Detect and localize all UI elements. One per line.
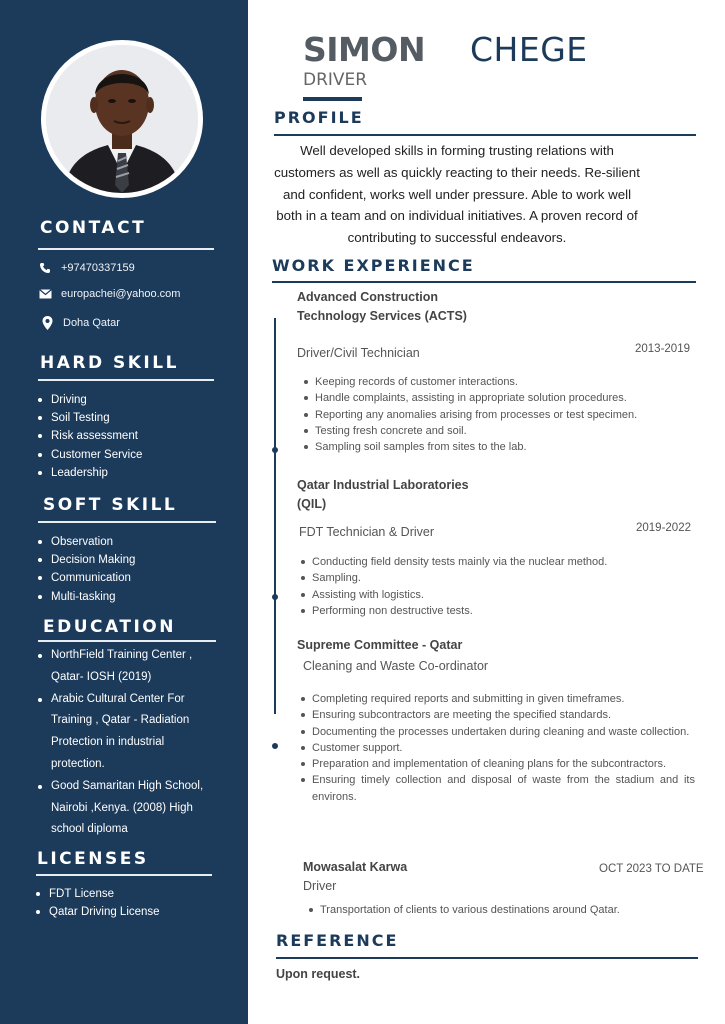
sidebar: [0, 0, 248, 1024]
contact-location: [40, 316, 120, 330]
soft-skill-heading: SOFT SKILL: [43, 495, 178, 515]
profile-heading: PROFILE: [274, 108, 364, 127]
phone-number[interactable]: +97470337159: [61, 262, 135, 274]
profile-divider: [274, 134, 696, 136]
list-item: Keeping records of customer interactions.: [300, 374, 695, 390]
list-item: Ensuring subcontractors are meeting the specified standards.: [297, 707, 695, 723]
list-item: Decision Making: [36, 551, 135, 569]
company-line: Qatar Industrial Laboratories: [297, 478, 469, 492]
education-list: [36, 645, 216, 841]
list-item: Documenting the processes undertaken during cleaning and waste collection.: [297, 724, 695, 740]
reference-divider: [276, 957, 698, 959]
hard-skill-divider: [38, 379, 214, 381]
company-line: Technology Services (ACTS): [297, 308, 467, 323]
company-line: Advanced Construction: [297, 290, 438, 304]
company-name: [297, 636, 462, 655]
first-name: SIMON: [303, 30, 426, 69]
job-dates: OCT 2023 TO DATE: [599, 863, 704, 875]
work-experience-heading: WORK EXPERIENCE: [272, 256, 475, 275]
title-underline: [303, 97, 362, 101]
main-content: [248, 0, 725, 1024]
duty-list: [305, 902, 705, 918]
list-item: Performing non destructive tests.: [297, 603, 695, 619]
hard-skill-heading: HARD SKILL: [40, 353, 179, 373]
list-item: Customer support.: [297, 740, 695, 756]
last-name: CHEGE: [470, 30, 588, 69]
company-name: [303, 858, 407, 877]
job-role: Driver/Civil Technician: [297, 346, 420, 360]
list-item: Ensuring timely collection and disposal of waste from the stadium and its environs.: [297, 772, 695, 805]
list-item: Driving: [36, 391, 142, 409]
list-item: Arabic Cultural Center For Training , Qatar - Radiation Protection in industrial protection.: [36, 689, 216, 776]
company-name: [297, 288, 467, 325]
reference-heading: REFERENCE: [276, 931, 399, 950]
list-item: Testing fresh concrete and soil.: [300, 423, 695, 439]
list-item: Sampling soil samples from sites to the lab.: [300, 439, 695, 455]
list-item: Good Samaritan High School, Nairobi ,Kenya. (2008) High school diploma: [36, 776, 216, 841]
list-item: Preparation and implementation of cleaning plans for the subcontractors.: [297, 756, 695, 772]
list-item: Observation: [36, 533, 135, 551]
timeline-dot: [272, 594, 278, 600]
education-heading: EDUCATION: [43, 617, 176, 637]
reference-text: Upon request.: [276, 967, 361, 981]
company-line: (QIL): [297, 496, 327, 511]
timeline-dot: [272, 447, 278, 453]
job-dates: 2019-2022: [636, 522, 691, 534]
company-name: [297, 476, 469, 513]
list-item: Risk assessment: [36, 427, 142, 445]
job-role: Cleaning and Waste Co-ordinator: [303, 659, 489, 673]
timeline-dot: [272, 743, 278, 749]
list-item: Handle complaints, assisting in appropriate solution procedures.: [300, 390, 695, 406]
list-item: Conducting field density tests mainly via the nuclear method.: [297, 554, 695, 570]
soft-skill-list: [36, 533, 135, 606]
list-item: Assisting with logistics.: [297, 587, 695, 603]
list-item: Sampling.: [297, 570, 695, 586]
timeline-line: [274, 318, 276, 714]
location-pin-icon: [40, 316, 54, 330]
licenses-divider: [36, 874, 212, 876]
job-title: DRIVER: [303, 70, 368, 90]
list-item: NorthField Training Center , Qatar- IOSH (2019): [36, 645, 216, 689]
list-item: Communication: [36, 569, 135, 587]
job-role: FDT Technician & Driver: [299, 525, 434, 539]
email-address[interactable]: europachei@yahoo.com: [61, 288, 181, 300]
avatar: [46, 45, 198, 193]
contact-phone: [38, 261, 135, 275]
licenses-list: [34, 885, 160, 921]
location-text: Doha Qatar: [63, 317, 120, 329]
work-experience-divider: [272, 281, 696, 283]
phone-icon: [38, 261, 52, 275]
contact-divider: [38, 248, 214, 250]
list-item: Completing required reports and submitting in given timeframes.: [297, 691, 695, 707]
duty-list: [300, 374, 695, 455]
list-item: Qatar Driving License: [34, 903, 160, 921]
list-item: Transportation of clients to various destinations around Qatar.: [305, 902, 705, 918]
list-item: Customer Service: [36, 446, 142, 464]
licenses-heading: LICENSES: [37, 849, 149, 869]
job-role: Driver: [303, 879, 337, 893]
company-line: Supreme Committee - Qatar: [297, 638, 463, 652]
list-item: FDT License: [34, 885, 160, 903]
profile-photo: [41, 40, 203, 198]
profile-text: Well developed skills in forming trusting relations with customers as well as quickly reacting to their needs. Re-silient and confident, works well under pressure. Able to work well both in a team and on individual initiatives. A proven record of contributing to successful endeavors.: [274, 143, 640, 246]
company-line: Mowasalat Karwa: [303, 860, 408, 874]
list-item: Soil Testing: [36, 409, 142, 427]
education-divider: [38, 640, 216, 642]
list-item: Multi-tasking: [36, 588, 135, 606]
contact-email: [38, 287, 180, 301]
list-item: Reporting any anomalies arising from processes or test specimen.: [300, 407, 695, 423]
duty-list: [297, 554, 695, 619]
hard-skill-list: [36, 391, 142, 482]
contact-heading: CONTACT: [40, 218, 147, 238]
duty-list: [297, 691, 695, 805]
job-dates: 2013-2019: [635, 343, 690, 355]
soft-skill-divider: [38, 521, 216, 523]
mail-icon: [38, 287, 52, 301]
list-item: Leadership: [36, 464, 142, 482]
